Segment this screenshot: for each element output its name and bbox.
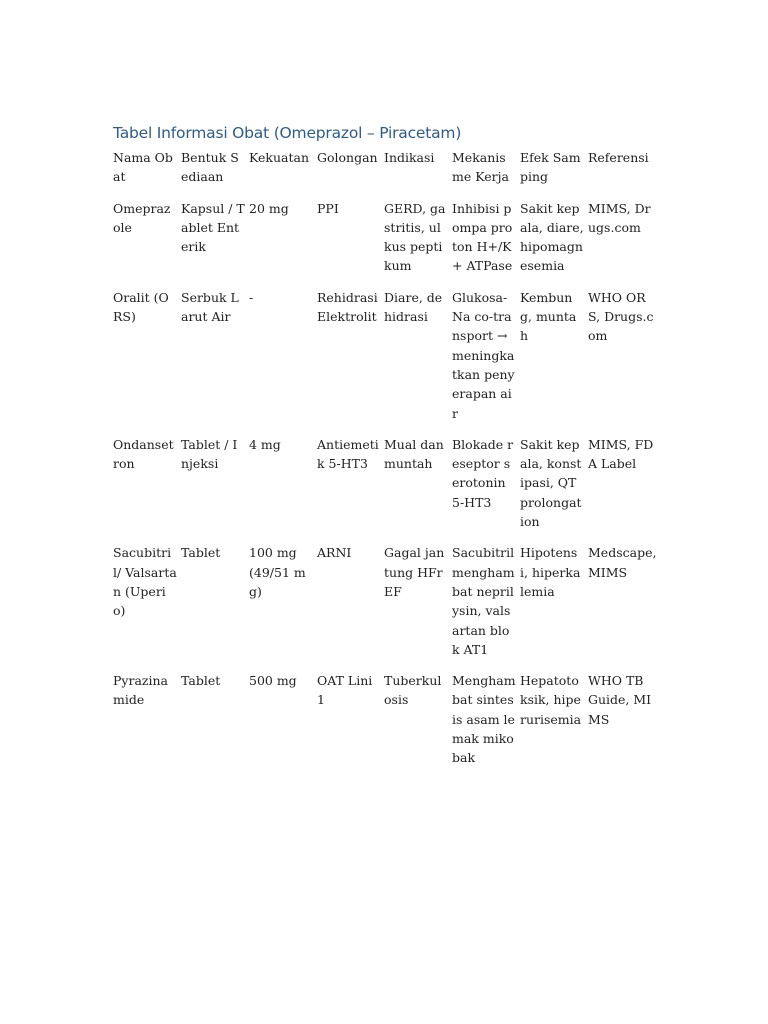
header-referensi: Referensi (588, 150, 649, 165)
cell-indikasi: Diare, dehidrasi (384, 289, 443, 325)
cell-indikasi: Gagal jantung HFrEF (384, 545, 445, 599)
cell-mekanisme-kerja: Sacubitril menghambat neprilysin, valsartan blok AT1 (452, 545, 515, 657)
cell-mekanisme-kerja: Blokade reseptor serotonin 5-HT3 (452, 436, 514, 510)
table-row (113, 671, 661, 779)
cell-bentuk-sediaan: Tablet / Injeksi (181, 436, 238, 472)
table-row (113, 435, 661, 543)
cell-efek-samping: Hepatotoksik, hiperurisemia (520, 673, 582, 727)
header-indikasi: Indikasi (384, 150, 435, 165)
cell-golongan: ARNI (317, 545, 352, 561)
page-title: Tabel Informasi Obat (Omeprazol – Piracetam) (113, 124, 462, 142)
header-bentuk-sediaan: Bentuk Sediaan (181, 150, 239, 185)
cell-nama-obat: Oralit (ORS) (113, 289, 169, 325)
cell-nama-obat: Omeprazole (113, 200, 171, 235)
cell-indikasi: Tuberkulosis (384, 673, 442, 708)
cell-kekuatan: 100 mg (49/51 mg) (249, 545, 306, 599)
cell-mekanisme-kerja: Menghambat sintesis asam lemak mikobak (452, 673, 516, 766)
cell-referensi: MIMS, FDA Label (588, 436, 654, 472)
cell-nama-obat: Ondansetron (113, 436, 174, 472)
cell-mekanisme-kerja: Glukosa-Na co-transport → meningkatkan penyerapan air (452, 289, 515, 421)
cell-golongan: Antiemetik 5-HT3 (317, 436, 379, 472)
cell-referensi: Medscape, MIMS (588, 545, 657, 580)
header-mekanisme-kerja: Mekanisme Kerja (452, 150, 509, 185)
header-efek-samping: Efek Samping (520, 150, 581, 185)
cell-referensi: WHO ORS, Drugs.com (588, 289, 654, 344)
cell-golongan: OAT Lini 1 (317, 673, 373, 708)
cell-kekuatan: 500 mg (249, 673, 297, 689)
cell-referensi: WHO TB Guide, MIMS (588, 673, 652, 727)
table-row (113, 199, 661, 288)
header-kekuatan: Kekuatan (249, 150, 310, 165)
cell-kekuatan: - (249, 289, 254, 305)
cell-kekuatan: 20 mg (249, 200, 289, 216)
cell-golongan: PPI (317, 200, 339, 216)
cell-bentuk-sediaan: Serbuk Larut Air (181, 289, 239, 325)
header-nama-obat: Nama Obat (113, 150, 173, 185)
cell-kekuatan: 4 mg (249, 436, 281, 452)
cell-bentuk-sediaan: Tablet (181, 673, 221, 689)
cell-efek-samping: Hipotensi, hiperkalemia (520, 545, 581, 599)
table-row (113, 543, 661, 671)
cell-nama-obat: Pyrazinamide (113, 673, 168, 708)
cell-nama-obat: Sacubitril/ Valsartan (Uperio) (113, 545, 177, 619)
header-golongan: Golongan (317, 150, 378, 165)
table-row (113, 288, 661, 435)
cell-indikasi: GERD, gastritis, ulkus peptikum (384, 200, 446, 274)
cell-efek-samping: Sakit kepala, diare, hipomagnesemia (520, 200, 584, 274)
table-header-row (113, 148, 661, 199)
cell-efek-samping: Sakit kepala, konstipasi, QT prolongation (520, 436, 582, 530)
cell-indikasi: Mual dan muntah (384, 436, 444, 472)
cell-referensi: MIMS, Drugs.com (588, 200, 651, 235)
cell-golongan: Rehidrasi Elektrolit (317, 289, 378, 325)
drug-info-table (113, 148, 661, 780)
cell-mekanisme-kerja: Inhibisi pompa proton H+/K+ ATPase (452, 200, 513, 274)
cell-bentuk-sediaan: Kapsul / Tablet Enterik (181, 200, 245, 255)
cell-bentuk-sediaan: Tablet (181, 545, 221, 561)
cell-efek-samping: Kembung, muntah (520, 289, 577, 344)
